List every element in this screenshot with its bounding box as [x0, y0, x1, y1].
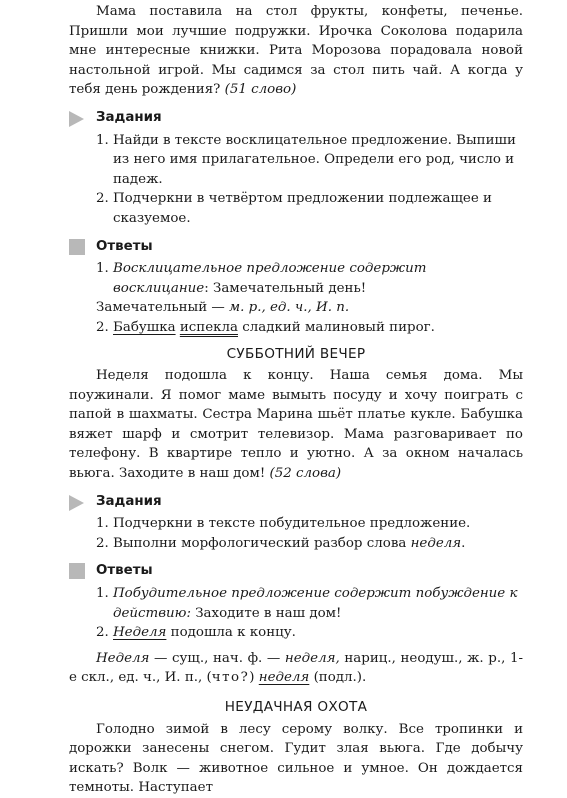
- intro-text: Мама поставила на стол фрукты, конфеты, печенье. Пришли мои лучшие подружки. Ирочка Соколова подарила мне интересные книжки. Рита Морозова порадовала новой настольной игрой. Мы садимся за стол пить чай. А когда у тебя день рождения?: [69, 4, 523, 98]
- predicate-double-underlined: испекла: [179, 319, 238, 335]
- story-word-count-2: (52 слова): [269, 466, 342, 482]
- list-item: 1. Восклицательное предложение содержит восклицание: Замечательный день!: [96, 261, 427, 296]
- list-item: 2. Выполни морфологический разбор слова неделя.: [96, 535, 466, 551]
- story-text-2: Неделя подошла к концу. Наша семья дома. Мы поужинали. Я помог маме вымыть посуду и хочу поиграть с папой в шахматы. Сестра Марина шьёт платье кукле. Бабушка вяжет шарф и смотрит телевизор. Мама разговаривает по телефону. В квартире тепло и уютно. А за окном началась вьюга. Заходите в наш дом!: [69, 368, 523, 482]
- triangle-marker-icon: [69, 495, 84, 511]
- parse-question: что?: [211, 670, 250, 686]
- answers-heading-1: [69, 237, 523, 257]
- answer-italic: Восклицательное предложение содержит восклицание: [113, 261, 427, 296]
- subject-underlined: Неделя: [113, 625, 167, 641]
- list-item: 1. Найди в тексте восклицательное предложение. Выпиши из него имя прилагательное. Определи его род, число и падеж.: [96, 132, 516, 187]
- adjective-analysis: [96, 298, 523, 318]
- square-marker-icon: [69, 563, 85, 579]
- answers-list-1: [69, 259, 523, 298]
- morphological-parse: [69, 649, 523, 688]
- adjective-word: Замечательный —: [96, 300, 230, 316]
- task-italic-word: неделя: [410, 535, 462, 551]
- list-item: 2. Бабушка испекла сладкий малиновый пирог.: [96, 319, 435, 335]
- tasks-list-1: [69, 131, 523, 229]
- intro-word-count: (51 слово): [224, 82, 297, 98]
- triangle-marker-icon: [69, 111, 84, 127]
- tasks-list-2: [69, 514, 523, 553]
- task-text: Найди в тексте восклицательное предложение. Выпиши из него имя прилагательное. Определи его род, число и падеж.: [113, 132, 516, 187]
- list-item: 1. Подчеркни в тексте побудительное предложение.: [96, 516, 471, 532]
- answers-heading-2: [69, 561, 523, 581]
- story-title-2: СУББОТНИЙ ВЕЧЕР: [226, 345, 366, 362]
- story-title-3: НЕУДАЧНАЯ ОХОТА: [224, 699, 368, 715]
- answer-text: Заходите в наш дом!: [190, 605, 342, 621]
- story-paragraph-3: [69, 720, 523, 798]
- parse-text: — сущ., нач. ф. —: [149, 650, 285, 666]
- list-item: 2. Неделя подошла к концу.: [96, 625, 296, 641]
- task-text: Выполни морфологический разбор слова: [113, 535, 411, 551]
- intro-paragraph: [69, 2, 523, 100]
- story-text-3: Голодно зимой в лесу серому волку. Все тропинки и дорожки занесены снегом. Гудит злая вьюга. Где добычу искать? Волк — животное сильное и умное. Он дождается темноты. Наступает: [69, 721, 523, 796]
- task-text: Подчеркни в четвёртом предложении подлежащее и сказуемое.: [113, 191, 492, 226]
- parse-word: Неделя: [96, 650, 150, 666]
- answers-label: Ответы: [96, 238, 153, 254]
- story-paragraph-2: [69, 366, 523, 484]
- list-item: 2. Подчеркни в четвёртом предложении подлежащее и сказуемое.: [96, 191, 492, 226]
- parse-text: нариц., неодуш., ж. р., 1-е скл., ед. ч., И. п., (: [69, 650, 523, 686]
- tasks-label: Задания: [96, 493, 162, 509]
- tasks-heading-2: [69, 492, 523, 512]
- tasks-label: Задания: [96, 109, 162, 125]
- parse-word-underlined: неделя: [258, 670, 310, 686]
- parse-text: (подл.).: [309, 670, 367, 686]
- square-marker-icon: [69, 239, 85, 255]
- answer-text: : Замечательный день!: [204, 280, 367, 296]
- answers-list-1b: [69, 318, 523, 338]
- answer-text: подошла к концу.: [166, 625, 296, 641]
- task-end: .: [461, 535, 466, 551]
- answers-list-2: [69, 584, 523, 643]
- subject-underlined: Бабушка: [113, 319, 176, 335]
- parse-text: ): [249, 670, 259, 686]
- adjective-features: м. р., ед. ч., И. п.: [229, 300, 350, 316]
- list-item: 1. Побудительное предложение содержит побуждение к действию: Заходите в наш дом!: [96, 586, 518, 621]
- parse-initial-form: неделя,: [284, 650, 340, 666]
- tasks-heading-1: [69, 108, 523, 128]
- answer-italic: Побудительное предложение содержит побуждение к действию:: [113, 586, 518, 621]
- answer-text: сладкий малиновый пирог.: [237, 319, 435, 335]
- answers-label: Ответы: [96, 563, 153, 579]
- task-text: Подчеркни в тексте побудительное предложение.: [113, 516, 471, 532]
